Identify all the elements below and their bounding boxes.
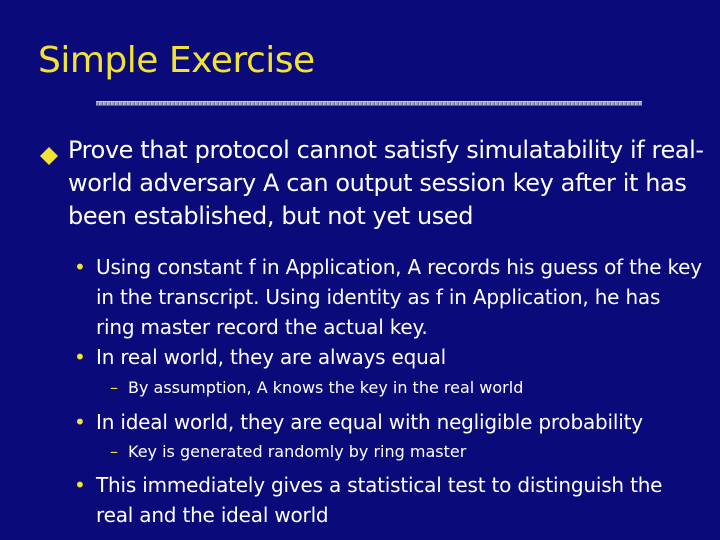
title-divider	[96, 101, 642, 106]
bullet-dot-icon: •	[74, 255, 86, 279]
diamond-bullet-icon	[40, 141, 58, 159]
sub-bullet-point	[74, 470, 704, 530]
bullet-dot-icon: •	[74, 345, 86, 369]
sub-bullet-text: In ideal world, they are equal with negligible probability	[96, 410, 643, 434]
sub-sub-bullet-point	[110, 377, 690, 399]
sub-bullet-point	[74, 252, 704, 342]
sub-bullet-text: Using constant f in Application, A records his guess of the key in the transcript. Using identity as f in Application, he has ring master record the actual key.	[96, 255, 702, 339]
sub-bullet-point	[74, 342, 704, 372]
bullet-dot-icon: •	[74, 410, 86, 434]
main-bullet-point	[38, 134, 708, 233]
main-bullet-text: Prove that protocol cannot satisfy simulatability if real-world adversary A can output session key after it has been established, but not yet used	[68, 136, 704, 230]
slide-title: Simple Exercise	[38, 40, 315, 81]
sub-bullet-text: This immediately gives a statistical test to distinguish the real and the ideal world	[96, 473, 663, 527]
sub-bullet-point	[74, 407, 704, 437]
sub-bullet-text: In real world, they are always equal	[96, 345, 447, 369]
sub-sub-bullet-point	[110, 441, 690, 463]
dash-bullet-icon: –	[110, 378, 118, 397]
sub-sub-bullet-text: Key is generated randomly by ring master	[128, 442, 467, 461]
bullet-dot-icon: •	[74, 473, 86, 497]
sub-sub-bullet-text: By assumption, A knows the key in the real world	[128, 378, 524, 397]
dash-bullet-icon: –	[110, 442, 118, 461]
